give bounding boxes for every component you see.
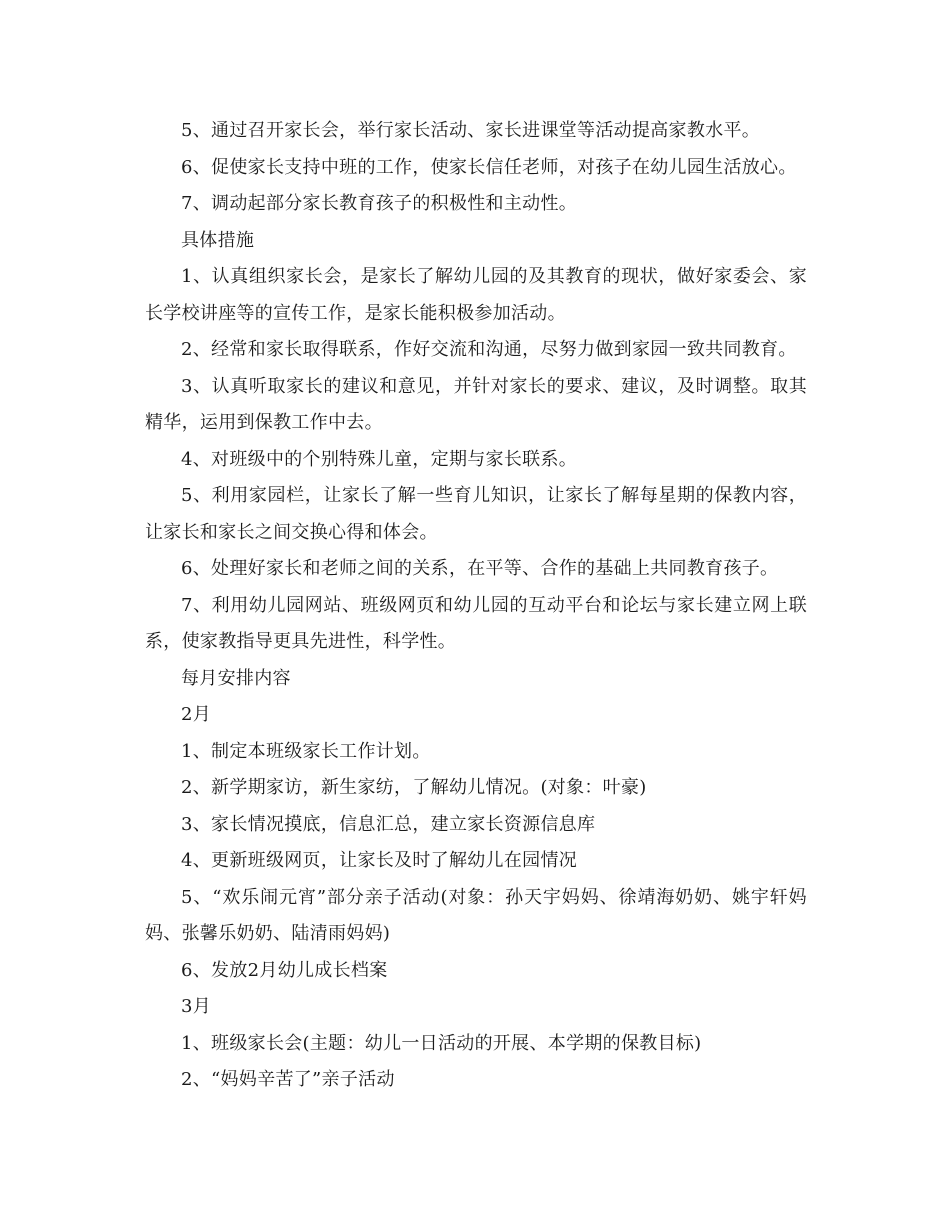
paragraph-goal-6: 6、促使家长支持中班的工作，使家长信任老师，对孩子在幼儿园生活放心。 bbox=[181, 156, 797, 178]
february-item-3: 3、家长情况摸底，信息汇总，建立家长资源信息库 bbox=[181, 813, 596, 835]
paragraph-measure-6: 6、处理好家长和老师之间的关系，在平等、合作的基础上共同教育孩子。 bbox=[181, 558, 779, 579]
paragraph-measure-1: 1、认真组织家长会，是家长了解幼儿园的及其教育的现状，做好家委会、家长学校讲座等的宣传工作，是家长能积极参加活动。 bbox=[145, 266, 807, 324]
month-heading-february: 2月 bbox=[181, 704, 212, 725]
march-item-2: 2、“妈妈辛苦了”亲子活动 bbox=[181, 1069, 395, 1090]
february-item-1: 1、制定本班级家长工作计划。 bbox=[181, 740, 431, 762]
february-item-4: 4、更新班级网页，让家长及时了解幼儿在园情况 bbox=[181, 850, 578, 871]
march-item-1: 1、班级家长会(主题：幼儿一日活动的开展、本学期的保教目标) bbox=[181, 1032, 702, 1054]
paragraph-measure-7: 7、利用幼儿园网站、班级网页和幼儿园的互动平台和论坛与家长建立网上联系，使家教指导更具先进性，科学性。 bbox=[145, 594, 807, 652]
section-heading-monthly-plan: 每月安排内容 bbox=[181, 667, 291, 689]
february-item-2: 2、新学期家访，新生家纺，了解幼儿情况。(对象：叶豪) bbox=[181, 777, 647, 798]
paragraph-measure-2: 2、经常和家长取得联系，作好交流和沟通，尽努力做到家园一致共同教育。 bbox=[181, 339, 797, 360]
february-item-6: 6、发放2月幼儿成长档案 bbox=[181, 959, 388, 981]
paragraph-measure-3: 3、认真听取家长的建议和意见，并针对家长的要求、建议，及时调整。取其精华，运用到保教工作中去。 bbox=[145, 375, 807, 433]
month-heading-march: 3月 bbox=[181, 996, 212, 1017]
paragraph-measure-4: 4、对班级中的个别特殊儿童，定期与家长联系。 bbox=[181, 448, 578, 470]
paragraph-goal-7: 7、调动起部分家长教育孩子的积极性和主动性。 bbox=[181, 193, 578, 214]
paragraph-measure-5: 5、利用家园栏，让家长了解一些育儿知识，让家长了解每星期的保教内容，让家长和家长之间交换心得和体会。 bbox=[145, 485, 807, 543]
paragraph-goal-5: 5、通过召开家长会，举行家长活动、家长进课堂等活动提高家教水平。 bbox=[181, 120, 761, 141]
document-body bbox=[145, 113, 807, 1099]
february-item-5: 5、“欢乐闹元宵”部分亲子活动(对象：孙天宇妈妈、徐靖海奶奶、姚宇轩妈妈、张馨乐奶奶、陆清雨妈妈) bbox=[145, 886, 807, 944]
section-heading-measures: 具体措施 bbox=[181, 229, 255, 251]
